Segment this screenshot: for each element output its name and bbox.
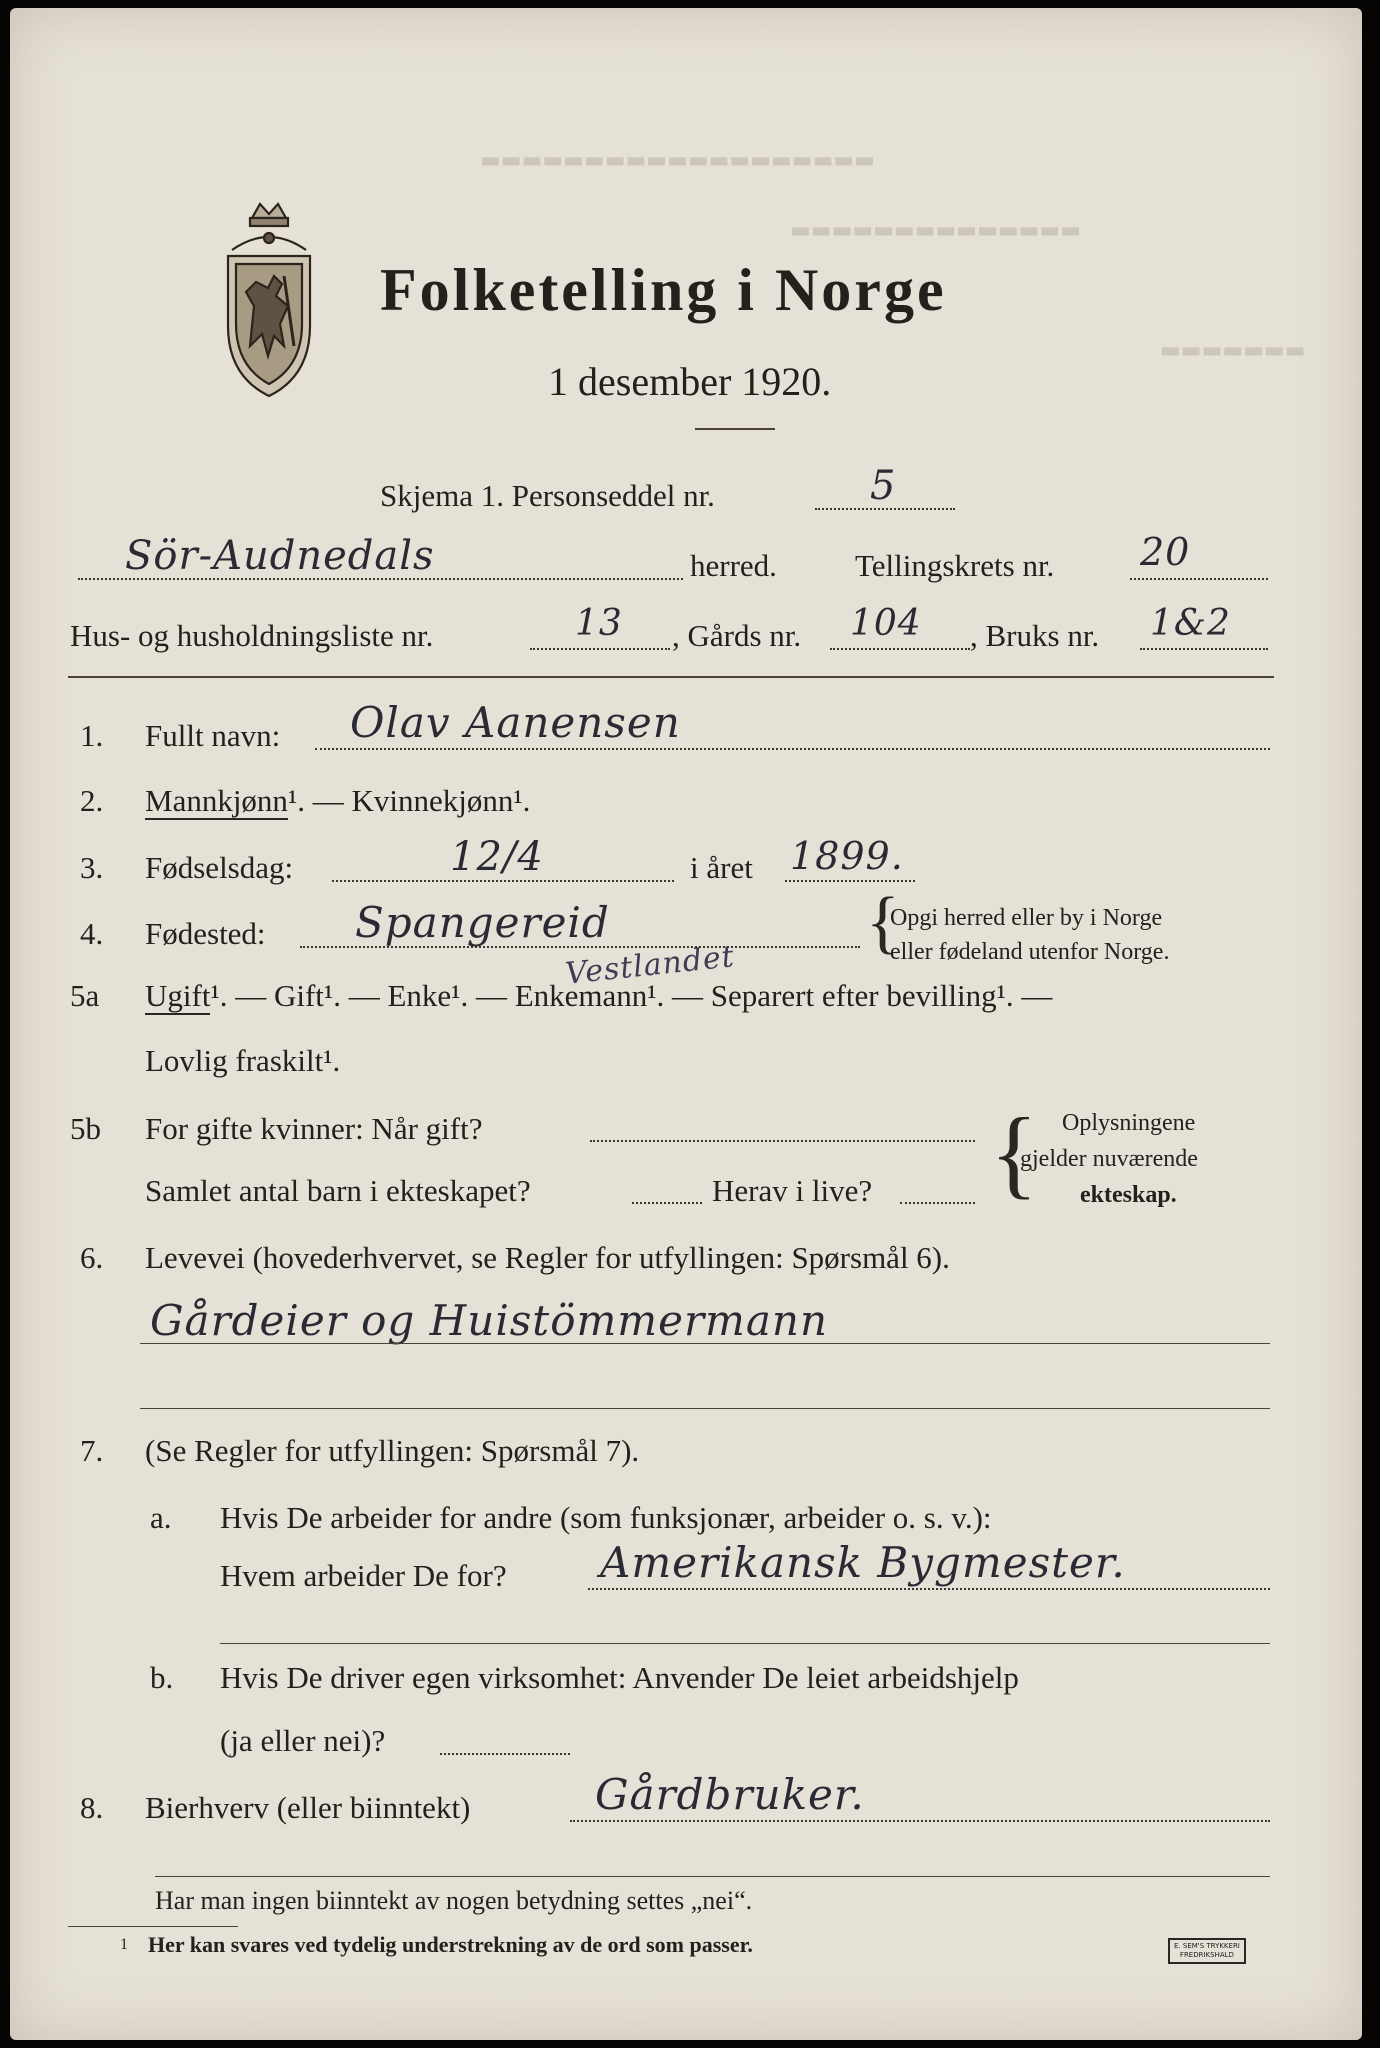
husholdningsliste-value[interactable]: 13: [575, 603, 623, 644]
side-income-line-2: [155, 1876, 1270, 1877]
full-name-value[interactable]: Olav Aanensen: [350, 698, 681, 747]
birthday-line: [332, 880, 674, 882]
q5b-number: 5b: [70, 1111, 101, 1146]
q3-label: Fødselsdag:: [145, 850, 294, 885]
header-divider: [68, 676, 1274, 678]
year-label: i året: [690, 850, 753, 885]
gards-value[interactable]: 104: [850, 603, 922, 644]
footnote-mark: 1: [120, 1936, 128, 1953]
husholdningsliste-label: Hus- og husholdningsliste nr.: [70, 618, 434, 653]
husholdningsliste-line: [530, 648, 670, 650]
q4-note-line2: eller fødeland utenfor Norge.: [890, 939, 1170, 965]
birth-year-value[interactable]: 1899.: [790, 834, 904, 878]
when-married-line[interactable]: [590, 1140, 975, 1142]
bleed-through-text: ▬▬▬▬▬▬▬: [1160, 338, 1306, 363]
employer-line-2: [220, 1643, 1270, 1644]
personseddel-nr-value[interactable]: 5: [870, 463, 897, 509]
q5a-line2[interactable]: Lovlig fraskilt¹.: [145, 1043, 341, 1078]
printer-stamp: [1168, 1938, 1246, 1964]
herred-label: herred.: [690, 548, 777, 583]
employer-line: [588, 1588, 1270, 1590]
skjema-label: Skjema 1. Personseddel nr.: [380, 478, 715, 513]
herred-value[interactable]: Sör-Audnedals: [125, 533, 435, 579]
q7a-question: Hvem arbeider De for?: [220, 1558, 507, 1593]
footnote-text: Her kan svares ved tydelig understrekning av de ord som passer.: [148, 1932, 753, 1957]
q7b-text: Hvis De driver egen virksomhet: Anvender De leiet arbeidshjelp: [220, 1660, 1019, 1695]
gards-line: [830, 648, 970, 650]
female-option[interactable]: Kvinnekjønn¹.: [351, 783, 531, 818]
q4-number: 4.: [80, 916, 104, 951]
occupation-line-2: [140, 1408, 1270, 1409]
footnote-divider: [68, 1926, 238, 1927]
q4-brace: {: [866, 884, 900, 961]
q4-note-line1: Opgi herred eller by i Norge: [890, 905, 1163, 931]
q1-number: 1.: [80, 718, 104, 753]
children-count-line[interactable]: [632, 1202, 702, 1204]
side-income-value[interactable]: Gårdbruker.: [595, 1770, 865, 1819]
other-status-options: ¹. — Gift¹. — Enke¹. — Enkemann¹. — Separert efter bevilling¹. —: [210, 978, 1053, 1013]
printer-stamp-line1: E. SEM'S TRYKKERI: [1174, 1942, 1240, 1950]
side-income-line: [570, 1820, 1270, 1822]
q6-number: 6.: [80, 1240, 104, 1275]
q2-separator: ¹. —: [287, 783, 352, 818]
employer-value[interactable]: Amerikansk Bygmester.: [600, 1538, 1126, 1587]
q7a-letter: a.: [150, 1500, 172, 1535]
male-option[interactable]: Mannkjønn: [145, 783, 288, 818]
year-line: [785, 880, 915, 882]
census-date: 1 desember 1920.: [548, 359, 832, 404]
q7-number: 7.: [80, 1433, 104, 1468]
q5b-children-label: Samlet antal barn i ekteskapet?: [145, 1173, 531, 1208]
q6-label: Levevei (hovederhvervet, se Regler for utfyllingen: Spørsmål 6).: [145, 1240, 950, 1275]
q7-label: (Se Regler for utfyllingen: Spørsmål 7).: [145, 1433, 640, 1468]
q5b-alive-label: Herav i live?: [712, 1173, 873, 1208]
title-divider: [695, 428, 775, 430]
hired-help-line[interactable]: [440, 1753, 570, 1755]
q5a-status-options: [145, 978, 1052, 1014]
ugift-option[interactable]: Ugift: [145, 978, 211, 1013]
bruks-line: [1140, 648, 1268, 650]
q5b-when-married-label: For gifte kvinner: Når gift?: [145, 1111, 483, 1146]
occupation-value[interactable]: Gårdeier og Huistömmermann: [150, 1296, 829, 1345]
children-alive-line[interactable]: [900, 1202, 975, 1204]
q5b-note-line1: Oplysningene: [1062, 1110, 1196, 1136]
q7a-text: Hvis De arbeider for andre (som funksjonær, arbeider o. s. v.):: [220, 1500, 992, 1535]
norwegian-coat-of-arms-icon: [210, 196, 328, 406]
census-form-page: [10, 8, 1362, 2040]
q2-number: 2.: [80, 783, 104, 818]
no-income-note: Har man ingen biinntekt av nogen betydning settes „nei“.: [155, 1886, 753, 1915]
tellingskrets-label: Tellingskrets nr.: [855, 548, 1055, 583]
bruks-value[interactable]: 1&2: [1150, 603, 1231, 644]
q5b-brace: {: [990, 1097, 1038, 1208]
form-title: Folketelling i Norge: [380, 257, 947, 323]
tellingskrets-line: [1130, 578, 1268, 580]
birthday-value[interactable]: 12/4: [450, 834, 544, 880]
q5a-number: 5a: [70, 978, 100, 1013]
q8-number: 8.: [80, 1790, 104, 1825]
bleed-through-text: ▬▬▬▬▬▬▬▬▬▬▬▬▬▬: [790, 218, 1082, 243]
q7b-question: (ja eller nei)?: [220, 1723, 386, 1758]
q1-line: [315, 748, 1270, 750]
q3-number: 3.: [80, 850, 104, 885]
q5b-note-line3: ekteskap.: [1080, 1182, 1177, 1208]
q2-sex-options: [145, 783, 530, 819]
q7b-letter: b.: [150, 1660, 174, 1695]
birthplace-value[interactable]: Spangereid: [355, 898, 610, 947]
gards-label: , Gårds nr.: [672, 618, 802, 653]
q4-label: Fødested:: [145, 916, 266, 951]
q8-label: Bierhverv (eller biinntekt): [145, 1790, 471, 1825]
tellingskrets-value[interactable]: 20: [1140, 530, 1191, 574]
status-annotation: Vestlandet: [563, 939, 737, 992]
printer-stamp-line2: FREDRIKSHALD: [1179, 1951, 1234, 1959]
q5b-note-line2: gjelder nuværende: [1020, 1146, 1198, 1172]
occupation-line-1: [140, 1343, 1270, 1344]
q1-label: Fullt navn:: [145, 718, 281, 753]
bruks-label: , Bruks nr.: [970, 618, 1100, 653]
bleed-through-text: ▬▬▬▬▬▬▬▬▬▬▬▬▬▬▬▬▬▬▬: [480, 148, 875, 173]
